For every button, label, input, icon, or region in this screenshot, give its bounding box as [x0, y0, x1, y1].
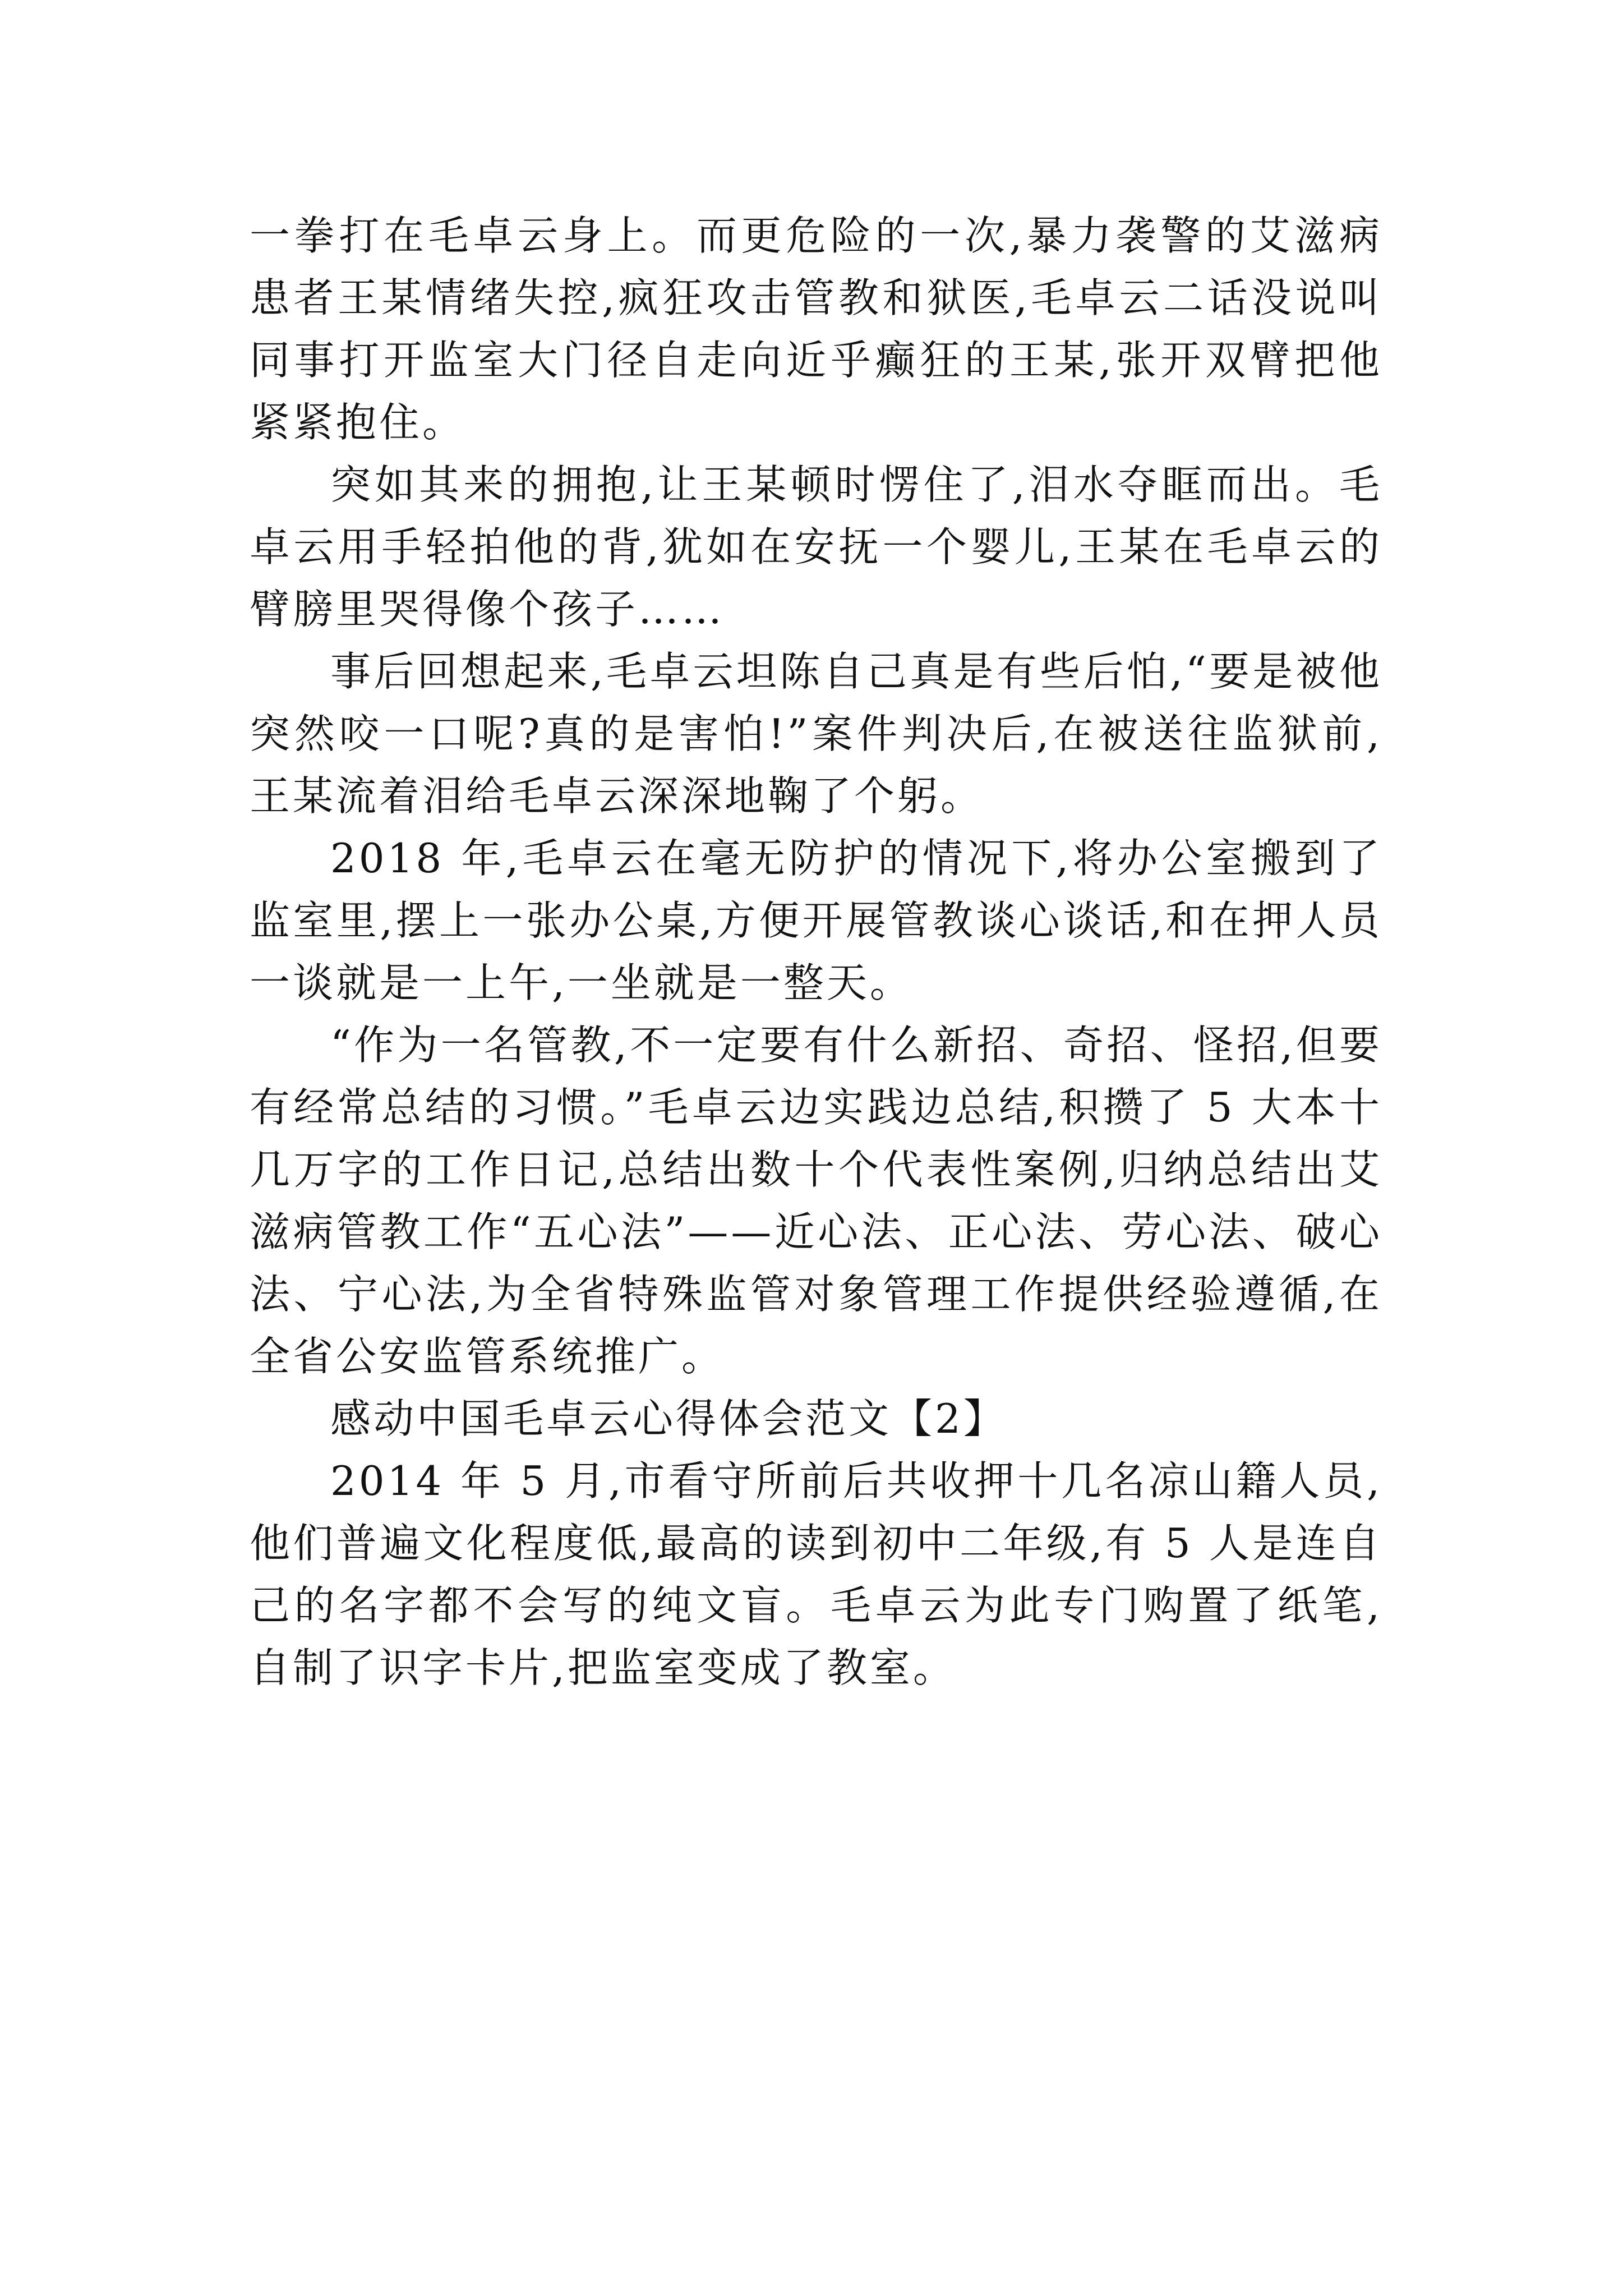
paragraph-4: 2018 年,毛卓云在毫无防护的情况下,将办公室搬到了监室里,摆上一张办公桌,方便开展管教谈心谈话,和在押人员一谈就是一上午,一坐就是一整天。	[250, 835, 1382, 1006]
paragraph-5: “作为一名管教,不一定要有什么新招、奇招、怪招,但要有经常总结的习惯。”毛卓云边实践边总结,积攒了 5 大本十几万字的工作日记,总结出数十个代表性案例,归纳总结出艾滋病管教工作“五心法”——近心法、正心法、劳心法、破心法、宁心法,为全省特殊监管对象管理工作提供经验遵循,在全省公安监管系统推广。	[250, 1022, 1382, 1380]
section-heading: 感动中国毛卓云心得体会范文【2】	[330, 1395, 1007, 1442]
paragraph-6: 2014 年 5 月,市看守所前后共收押十几名凉山籍人员,他们普遍文化程度低,最高的读到初中二年级,有 5 人是连自己的名字都不会写的纯文盲。毛卓云为此专门购置了纸笔,自制了识字卡片,把监室变成了教室。	[250, 1457, 1382, 1691]
paragraph-3: 事后回想起来,毛卓云坦陈自己真是有些后怕,“要是被他突然咬一口呢?真的是害怕!”案件判决后,在被送往监狱前,王某流着泪给毛卓云深深地鞠了个躬。	[250, 648, 1382, 820]
paragraph-1: 一拳打在毛卓云身上。而更危险的一次,暴力袭警的艾滋病患者王某情绪失控,疯狂攻击管教和狱医,毛卓云二话没说叫同事打开监室大门径自走向近乎癫狂的王某,张开双臂把他紧紧抱住。	[250, 212, 1382, 446]
article-body	[250, 205, 1382, 1699]
paragraph-2: 突如其来的拥抱,让王某顿时愣住了,泪水夺眶而出。毛卓云用手轻拍他的背,犹如在安抚一个婴儿,王某在毛卓云的臂膀里哭得像个孩子……	[250, 461, 1382, 633]
